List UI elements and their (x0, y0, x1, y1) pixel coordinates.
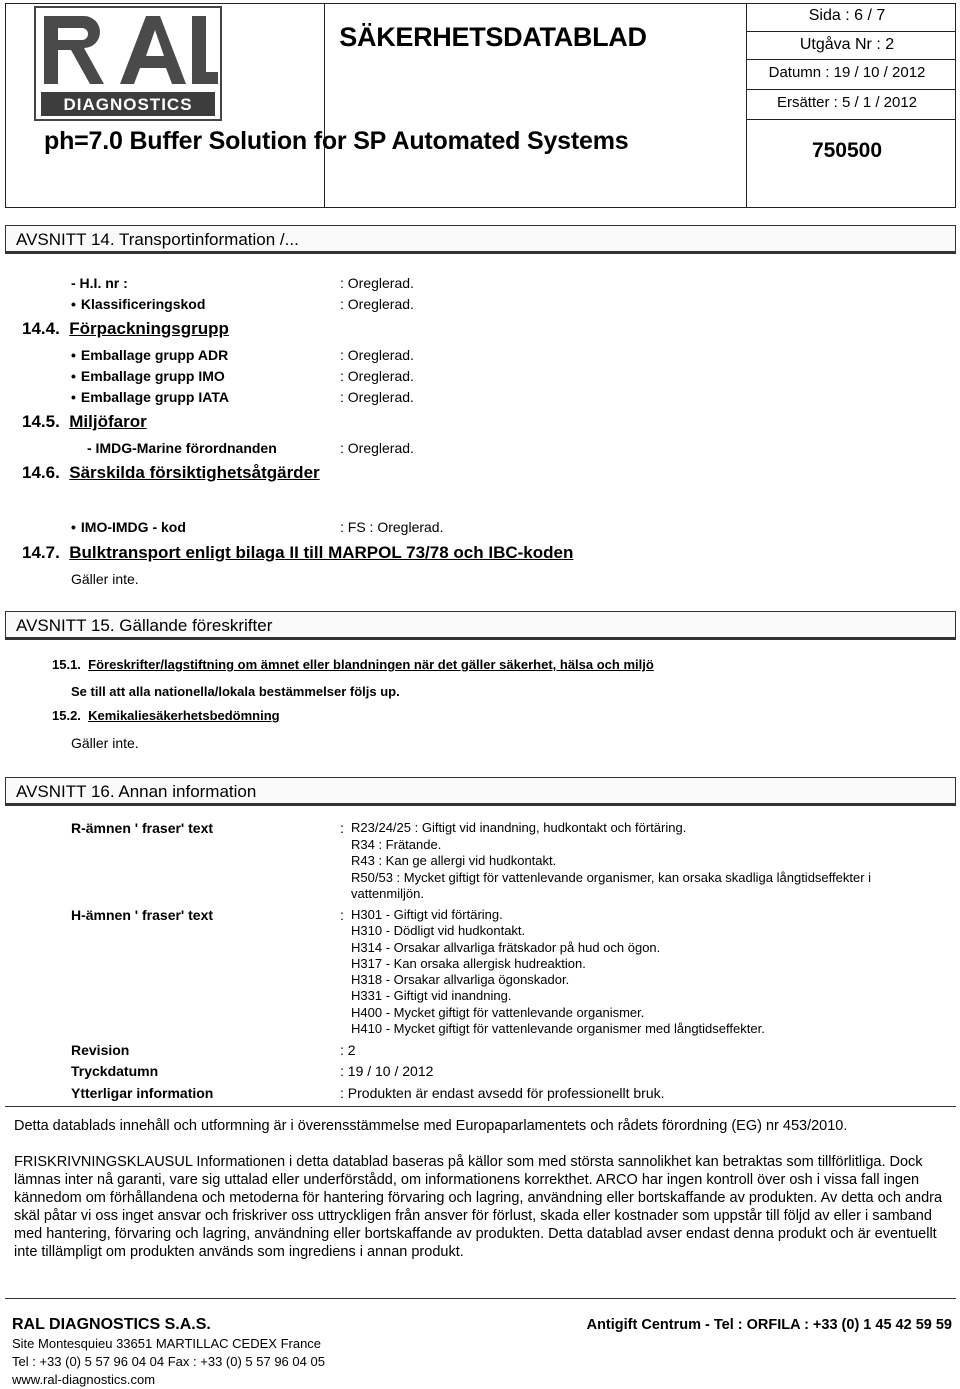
imo-imdg-label: • IMO-IMDG - kod (71, 519, 186, 535)
h-phrase: H400 - Mycket giftigt för vattenlevande organismer. (351, 1004, 645, 1020)
emballage-imo-value: : Oreglerad. (340, 368, 414, 384)
r-phrase: R50/53 : Mycket giftigt för vattenlevande organismer, kan orsaka skadliga långtidseffekter i (351, 869, 872, 885)
r-phrases-list (351, 820, 871, 903)
print-date-value: : 19 / 10 / 2012 (340, 1063, 434, 1079)
h-phrase: H410 - Mycket giftigt för vattenlevande organismer med långtidseffekter. (351, 1021, 765, 1037)
subsection-15-2-text: Gäller inte. (71, 735, 139, 751)
hi-nr-label: - H.I. nr : (71, 275, 128, 291)
r-phrase: R34 : Frätande. (351, 836, 442, 852)
section-16-bar: AVSNITT 16. Annan information (5, 777, 956, 804)
divider (5, 1106, 956, 1107)
subsection-14-5: 14.5. Miljöfaror (22, 412, 147, 431)
imdg-marine-label: - IMDG-Marine förordnanden (87, 440, 277, 456)
document-title: SÄKERHETSDATABLAD (339, 22, 647, 52)
revision-value: : 2 (340, 1042, 356, 1058)
subsection-15-2: 15.2. Kemikaliesäkerhetsbedömning (52, 708, 280, 723)
subsection-14-7-text: Gäller inte. (71, 571, 139, 587)
subsection-15-1: 15.1. Föreskrifter/lagstiftning om ämnet eller blandningen när det gäller säkerhet, hälsa och miljö (52, 657, 654, 672)
footer-phone: Tel : +33 (0) 5 57 96 04 04 Fax : +33 (0) 5 57 96 04 05 (12, 1354, 325, 1369)
klassificeringskod-value: : Oreglerad. (340, 296, 414, 312)
subsection-14-4: 14.4. Förpackningsgrupp (22, 319, 229, 338)
emballage-adr-label: • Emballage grupp ADR (71, 347, 228, 363)
product-title: ph=7.0 Buffer Solution for SP Automated Systems (44, 127, 629, 155)
product-code: 750500 (811, 139, 883, 162)
footer-website[interactable]: www.ral-diagnostics.com (12, 1372, 156, 1387)
print-date-label: Tryckdatumn (71, 1063, 159, 1079)
imo-imdg-value: : FS : Oreglerad. (340, 519, 444, 535)
footer-company: RAL DIAGNOSTICS S.A.S. (12, 1316, 211, 1333)
section-15-bar: AVSNITT 15. Gällande föreskrifter (5, 611, 956, 638)
page-number: Sida : 6 / 7 (808, 7, 886, 24)
h-phrase: H318 - Orsakar allvarliga ögonskador. (351, 972, 570, 988)
disclaimer-text: FRISKRIVNINGSKLAUSUL Informationen i detta datablad baseras på källor som med största sannolikhet kan betraktas som tillförlitliga. Dock lämnas inter nå garanti, vare sig uttalad eller underförstådd, om informationens korrekthet. ARCO har ingen kontroll över osh i vissa fall ingen kännedom om förhållandena och metoderna för hantering förvaring och lagring, användning eller bortskaffande av produkten. Av detta och andra skäl påtar vi oss inget ansvar och friskriver oss uttryckligen från ansver för förlust, skada eller kostnader som uppstår till följd av eller i samband med hantering, förvaring och lagring, användning eller bortskaffande av produkten. Detta datablad avser endast denna produkt och är eventuellt inte tillämpligt om produkten används som ingrediens i annan produkt. (14, 1154, 943, 1260)
h-phrase: H301 - Giftigt vid förtäring. (351, 907, 503, 922)
emballage-iata-value: : Oreglerad. (340, 389, 414, 405)
r-phrase: R43 : Kan ge allergi vid hudkontakt. (351, 853, 557, 868)
subsection-14-6: 14.6. Särskilda försiktighetsåtgärder (22, 463, 320, 482)
r-phrases-label: R-ämnen ' fraser' text (71, 820, 214, 836)
poison-center: Antigift Centrum - Tel : ORFILA : +33 (0) 1 45 42 59 59 (586, 1317, 952, 1333)
subsection-14-7: 14.7. Bulktransport enligt bilaga II till MARPOL 73/78 och IBC-koden (22, 543, 574, 562)
h-phrase: H314 - Orsakar allvarliga frätskador på hud och ögon. (351, 939, 661, 955)
emballage-adr-value: : Oreglerad. (340, 347, 414, 363)
ral-diagnostics-logo (34, 6, 222, 121)
regulation-statement: Detta datablads innehåll och utformning är i överensstämmelse med Europaparlamentets och rådets förordning (EG) nr 453/2010. (14, 1118, 848, 1134)
footer-divider (5, 1298, 956, 1299)
replaces-date: Ersätter : 5 / 1 / 2012 (776, 94, 918, 111)
h-phrase: H331 - Giftigt vid inandning. (351, 988, 512, 1004)
svg-text:DIAGNOSTICS: DIAGNOSTICS (63, 95, 193, 114)
h-phrases-colon: : (340, 907, 344, 923)
additional-info-value: : Produkten är endast avsedd för professionellt bruk. (340, 1085, 665, 1101)
subsection-15-1-text: Se till att alla nationella/lokala bestämmelser följs up. (71, 684, 400, 699)
h-phrases-label: H-ämnen ' fraser' text (71, 907, 214, 923)
emballage-iata-label: • Emballage grupp IATA (71, 389, 229, 405)
additional-info-label: Ytterligar information (71, 1085, 214, 1101)
edition-number: Utgåva Nr : 2 (799, 36, 895, 53)
emballage-imo-label: • Emballage grupp IMO (71, 368, 225, 384)
footer-address: Site Montesquieu 33651 MARTILLAC CEDEX France (12, 1336, 322, 1351)
issue-date: Datumn : 19 / 10 / 2012 (768, 64, 926, 81)
revision-label: Revision (71, 1042, 130, 1058)
r-phrases-colon: : (340, 820, 344, 836)
h-phrase: H310 - Dödligt vid hudkontakt. (351, 923, 526, 939)
r-phrase: vattenmiljön. (351, 886, 424, 901)
h-phrases-list (351, 907, 765, 1037)
r-phrase: R23/24/25 : Giftigt vid inandning, hudkontakt och förtäring. (351, 820, 687, 835)
hi-nr-value: : Oreglerad. (340, 275, 414, 291)
h-phrase: H317 - Kan orsaka allergisk hudreaktion. (351, 955, 586, 971)
klassificeringskod-label: • Klassificeringskod (71, 296, 205, 312)
section-14-bar: AVSNITT 14. Transportinformation /... (5, 225, 956, 252)
imdg-marine-value: : Oreglerad. (340, 440, 414, 456)
